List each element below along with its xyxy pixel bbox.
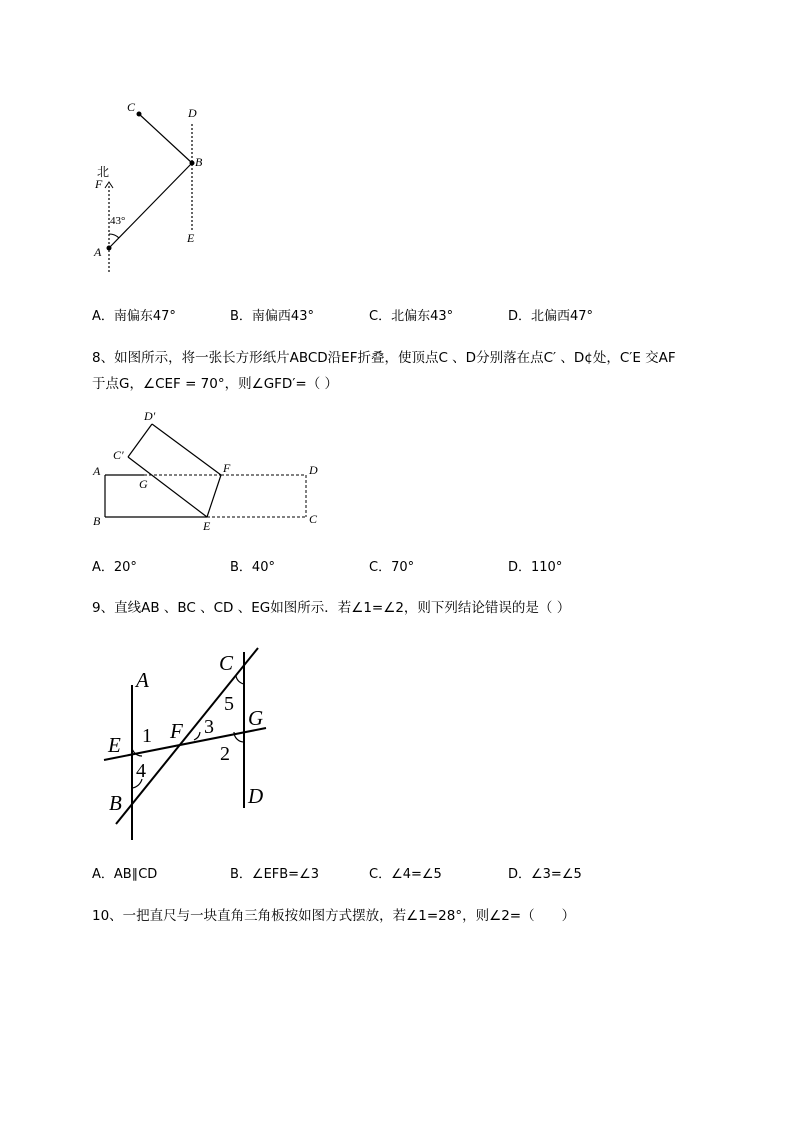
q8-option-d: D．110° xyxy=(508,560,563,575)
q8-stem-line1: 8、如图所示，将一张长方形纸片ABCD沿EF折叠，使顶点C 、D分别落在点C′ 、D¢处，C′E 交AF xyxy=(92,350,676,366)
segment-cb xyxy=(139,114,192,163)
label-f: F xyxy=(170,719,183,743)
q9-option-a: A．AB∥CD xyxy=(92,867,158,882)
line-eg xyxy=(104,728,266,760)
figure-q7-direction-diagram xyxy=(86,96,216,276)
label-d: D xyxy=(188,106,197,120)
q8-option-b: B．40° xyxy=(230,560,275,575)
q10-stem: 10、一把直尺与一块直角三角板按如图方式摆放，若∠1=28°，则∠2=（ ） xyxy=(92,908,576,924)
label-5: 5 xyxy=(224,693,234,715)
label-d-prime: D′ xyxy=(144,409,156,423)
figure-q9-lines-angles xyxy=(96,640,286,845)
angle-arc-5 xyxy=(236,676,244,684)
label-c: C xyxy=(127,100,136,114)
q7-option-b: B．南偏西43° xyxy=(230,309,314,324)
q9-option-c: C．∠4=∠5 xyxy=(369,867,442,882)
point-b xyxy=(190,161,195,166)
label-b: B xyxy=(93,514,101,528)
label-3: 3 xyxy=(204,716,214,738)
point-c xyxy=(137,112,142,117)
point-a xyxy=(107,246,112,251)
label-g: G xyxy=(248,706,264,730)
angle-arc-3 xyxy=(194,732,200,740)
q8-option-a: A．20° xyxy=(92,560,137,575)
label-b: B xyxy=(195,155,203,169)
label-e: E xyxy=(203,519,211,533)
label-c: C xyxy=(309,512,318,526)
segment-c-prime-d-prime xyxy=(128,424,152,457)
label-a: A xyxy=(136,668,149,692)
q9-stem: 9、直线AB 、BC 、CD 、EG如图所示．若∠1=∠2，则下列结论错误的是（ ） xyxy=(92,600,571,616)
label-b: B xyxy=(109,791,122,815)
label-d: D xyxy=(248,784,264,808)
figure-q8-folded-rectangle xyxy=(88,405,328,535)
q9-option-b: B．∠EFB=∠3 xyxy=(230,867,320,882)
label-angle-43: 43° xyxy=(110,215,126,227)
q8-option-c: C．70° xyxy=(369,560,415,575)
label-g: G xyxy=(139,477,148,491)
label-2: 2 xyxy=(220,743,230,765)
label-a: A xyxy=(93,464,101,478)
label-4: 4 xyxy=(136,760,146,782)
q8-stem-line2: 于点G，∠CEF = 70°，则∠GFD′=（ ） xyxy=(92,376,338,392)
label-c-prime: C′ xyxy=(113,448,124,462)
q7-option-d: D．北偏西47° xyxy=(508,309,594,324)
label-1: 1 xyxy=(142,725,152,747)
segment-ef xyxy=(207,475,221,517)
label-e: E xyxy=(187,231,195,245)
q9-option-d: D．∠3=∠5 xyxy=(508,867,582,882)
label-f: F xyxy=(95,177,103,191)
segment-ab xyxy=(109,163,192,248)
label-e: E xyxy=(108,733,121,757)
label-c: C xyxy=(219,651,234,675)
label-d: D xyxy=(309,463,318,477)
label-north: 北 xyxy=(97,165,110,179)
q7-option-c: C．北偏东43° xyxy=(369,309,454,324)
label-f: F xyxy=(223,461,231,475)
label-a: A xyxy=(94,245,102,259)
q7-option-a: A．南偏东47° xyxy=(92,309,176,324)
angle-arc-43 xyxy=(109,234,119,238)
segment-d-prime-f xyxy=(152,424,221,475)
